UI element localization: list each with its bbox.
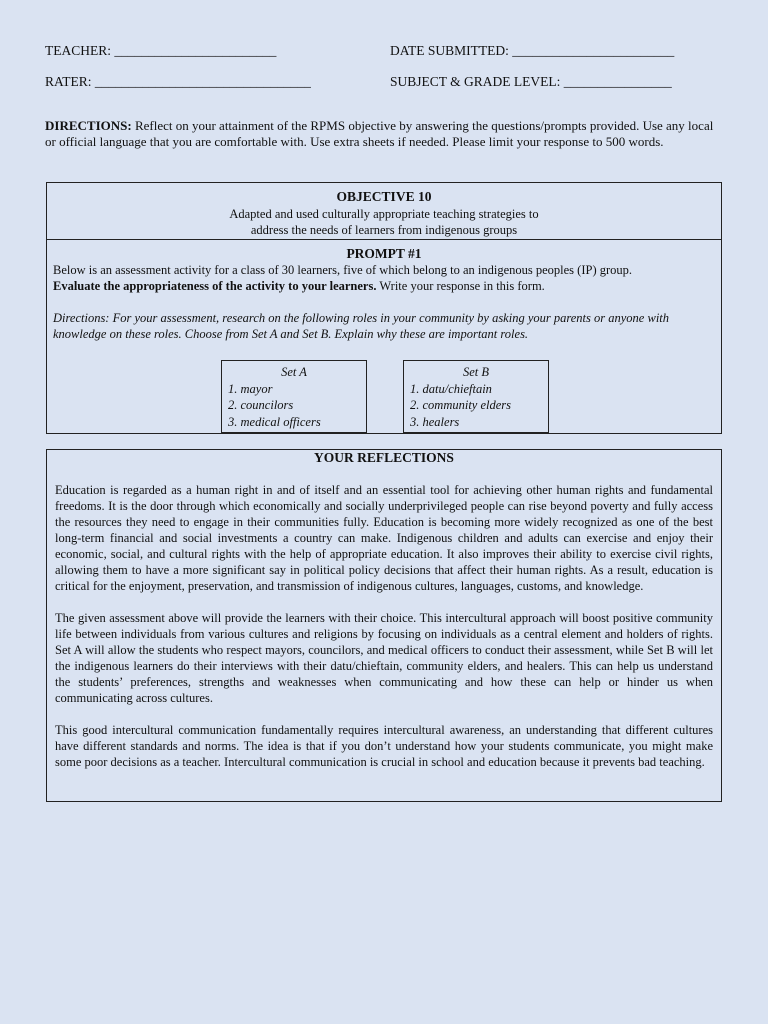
rater-field[interactable]: RATER: ________________________________ xyxy=(45,74,311,89)
directions-text: Reflect on your attainment of the RPMS objective by answering the questions/prompts provided. Use any local or official language that you are comfortable with. Use extra sheets if needed. Please limit your response to 500 words. xyxy=(45,118,714,149)
prompt-instruction xyxy=(53,278,715,294)
prompt-title: PROMPT #1 xyxy=(346,246,422,261)
set-b-item: 3. healers xyxy=(410,414,460,429)
activity-directions: Directions: For your assessment, research on the following roles in your community by asking your parents or anyone with knowledge on these roles. Choose from Set A and Set B. Explain why these are important roles. xyxy=(53,311,670,341)
date-submitted-field[interactable]: DATE SUBMITTED: ________________________ xyxy=(390,43,675,58)
set-a-item: 2. councilors xyxy=(228,398,294,412)
set-b-box xyxy=(403,360,549,433)
objective-box xyxy=(46,182,722,434)
set-a-item: 1. mayor xyxy=(228,381,273,396)
reflection-paragraph: This good intercultural communication fundamentally requires intercultural awareness, an understanding that different cultures have different standards and norms. The idea is that if you don’t understand how your students communicate, you might make some poor decisions as a teacher. Intercultural communication is crucial in school and education because it prevents bad teaching. xyxy=(55,723,713,769)
objective-line-2: address the needs of learners from indigenous groups xyxy=(250,223,518,237)
teacher-field[interactable]: TEACHER: ________________________ xyxy=(45,43,277,58)
set-b-item: 1. datu/chieftain xyxy=(410,381,492,396)
directions-paragraph xyxy=(45,118,721,150)
objective-line-1: Adapted and used culturally appropriate teaching strategies to xyxy=(229,206,539,221)
set-a-title: Set A xyxy=(281,365,307,379)
set-b-title: Set B xyxy=(462,365,490,379)
prompt-section xyxy=(47,240,721,342)
reflections-body[interactable] xyxy=(47,466,721,770)
objective-header xyxy=(47,183,721,240)
reflection-paragraph: The given assessment above will provide the learners with their choice. This intercultural approach will boost positive community life between individuals from various cultures and religions by focusing on individuals as a central element and holders of rights. Set A will allow the students who respect mayors, councilors, and medical officers to conduct their assessment, while Set B will let the indigenous learners do their interviews with their datu/chieftain, community elders, and healers. This can help us understand the students’ preferences, strengths and weaknesses when communicating and how these can help or hinder us when communicating across cultures. xyxy=(55,611,713,705)
prompt-after-bold: Write your response in this form. xyxy=(376,279,545,293)
subject-grade-field[interactable]: SUBJECT & GRADE LEVEL: ________________ xyxy=(390,74,672,89)
reflection-paragraph: Education is regarded as a human right in and of itself and an essential tool for achieving other human rights and fundamental freedoms. It is the door through which economically and socially underprivileged people can rise beyond poverty and fully access the resources they need to engage in their communities fully. Education is becoming more widely recognized as one of the best long-term financial and social investments a country can make. Indigenous children and adults can exercise and enjoy their economic, social, and cultural rights with the help of appropriate education. It also improves their ability to exercise civil rights, allowing them to have a more significant say in political policy decisions that affect their human rights. As a result, education is critical for the enjoyment, preservation, and transmission of indigenous cultures, languages, customs, and knowledge. xyxy=(55,483,713,593)
prompt-bold: Evaluate the appropriateness of the activity to your learners. xyxy=(53,279,377,293)
set-a-box xyxy=(221,360,367,433)
set-a-item: 3. medical officers xyxy=(228,414,321,429)
objective-title: OBJECTIVE 10 xyxy=(336,189,432,204)
set-b-item: 2. community elders xyxy=(410,398,512,412)
reflections-box[interactable] xyxy=(46,449,722,802)
directions-label: DIRECTIONS: xyxy=(45,118,132,133)
reflections-title: YOUR REFLECTIONS xyxy=(314,450,454,465)
prompt-intro: Below is an assessment activity for a class of 30 learners, five of which belong to an indigenous peoples (IP) group. xyxy=(53,263,633,277)
